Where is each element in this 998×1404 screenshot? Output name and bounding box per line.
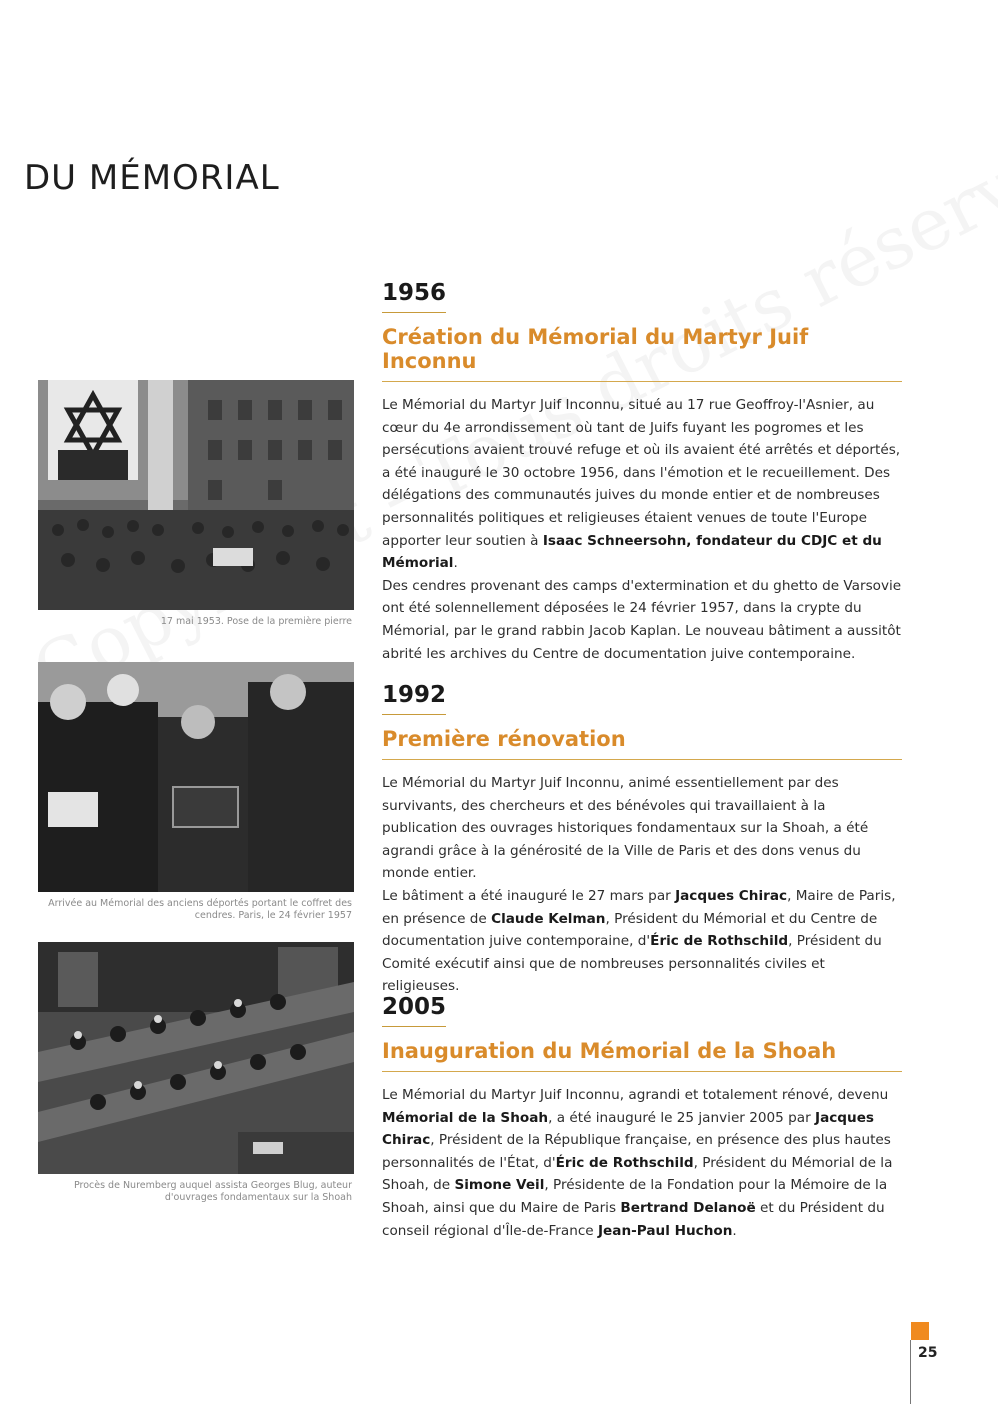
- section-body: [382, 772, 902, 998]
- section-body: [382, 1084, 902, 1242]
- body-text-run: Le Mémorial du Martyr Juif Inconnu, animé essentiellement par des survivants, des chercheurs et des bénévoles qui travaillaient à la publication des ouvrages historiques fondamentaux sur la Shoah, a été agrandi grâce à la générosité de la Ville de Paris et des dons venus du monde entier.: [382, 775, 869, 882]
- body-text-run: , Présidente de la Fondation pour la Mémoire de la Shoah, ainsi que du Maire de Paris: [382, 1177, 888, 1216]
- page-number: 25: [918, 1345, 938, 1361]
- highlighted-name: Éric de Rothschild: [555, 1154, 694, 1171]
- highlighted-name: Jacques Chirac: [675, 887, 788, 904]
- page-marker: [911, 1322, 929, 1340]
- body-text-run: Le bâtiment a été inauguré le 27 mars par: [382, 887, 676, 904]
- body-text-run: Le Mémorial du Martyr Juif Inconnu, agrandi et totalement rénové, devenu: [382, 1087, 889, 1103]
- body-text-run: .: [732, 1222, 737, 1239]
- highlighted-name: Mémorial de la Shoah: [382, 1109, 549, 1126]
- body-text-run: , Président de la République française, en présence des plus hautes personnalités de l'État, d': [382, 1132, 891, 1171]
- body-text-run: , Président du Mémorial et du Centre de documentation juive contemporaine, d': [382, 910, 878, 950]
- section-heading: Création du Mémorial du Martyr Juif Inconnu: [382, 325, 902, 382]
- body-text-run: , Maire de Paris, en présence de: [382, 887, 896, 927]
- photo-caption: 17 mai 1953. Pose de la première pierre: [160, 616, 352, 627]
- body-text-run: Le Mémorial du Martyr Juif Inconnu, situé au 17 rue Geoffroy-l'Asnier, au cœur du 4e arrondissement où tant de Juifs fuyant les pogromes et les persécutions avaient trouvé refuge et où ils avaient été arrêtés et déportés, a été inauguré le 30 octobre 1956, dans l'émotion et le recueillement. Des délégations des communautés juives du monde entier et de nombreuses personnalités politiques et religieuses étaient venues de toute l'Europe apporter leur soutien à: [382, 397, 901, 549]
- highlighted-name: Éric de Rothschild: [650, 933, 789, 950]
- body-text-run: .: [453, 555, 458, 572]
- highlighted-name: Bertrand Delanoë: [620, 1199, 756, 1216]
- highlighted-name: Jean-Paul Huchon: [598, 1222, 733, 1239]
- body-text-run: , Président du Mémorial de la Shoah, de: [382, 1154, 893, 1194]
- highlighted-name: Simone Veil: [454, 1177, 545, 1194]
- page-title: DU MÉMORIAL: [24, 158, 280, 198]
- section-heading: Première rénovation: [382, 727, 902, 760]
- photo-ceremony-crowd: [38, 380, 354, 610]
- section-heading: Inauguration du Mémorial de la Shoah: [382, 1039, 902, 1072]
- body-text-run: Des cendres provenant des camps d'extermination et du ghetto de Varsovie ont été solennellement déposées le 24 février 1957, dans la crypte du Mémorial, par le grand rabbin Jacob Kaplan. Le nouveau bâtiment a aussitôt abrité les archives du Centre de documentation juive contemporaine.: [382, 577, 902, 662]
- page-rule: [910, 1340, 911, 1404]
- section-1992: [382, 682, 902, 998]
- section-year: 1992: [382, 682, 446, 715]
- section-year: 1956: [382, 280, 446, 313]
- highlighted-name: Isaac Schneersohn, fondateur du CDJC et du Mémorial: [382, 532, 882, 572]
- highlighted-name: Jacques Chirac: [382, 1109, 875, 1149]
- section-2005: [382, 994, 902, 1242]
- body-text-run: et du Président du conseil régional d'Île-de-France: [382, 1199, 885, 1239]
- section-body: [382, 394, 902, 665]
- photo-caption: Arrivée au Mémorial des anciens déportés portant le coffret des cendres. Paris, le 24 février 1957: [48, 898, 352, 921]
- body-text-run: , Président du Comité exécutif ainsi que de nombreuses personnalités civiles et religieuses.: [382, 933, 882, 995]
- section-1956: [382, 280, 902, 665]
- body-text-run: , a été inauguré le 25 janvier 2005 par: [548, 1109, 816, 1126]
- photo-caption: Procès de Nuremberg auquel assista Georges Blug, auteur d'ouvrages fondamentaux sur la Shoah: [73, 1180, 352, 1203]
- photo-deportees-procession: [38, 662, 354, 892]
- section-year: 2005: [382, 994, 446, 1027]
- photo-nuremberg-trial: [38, 942, 354, 1174]
- highlighted-name: Claude Kelman: [491, 910, 606, 927]
